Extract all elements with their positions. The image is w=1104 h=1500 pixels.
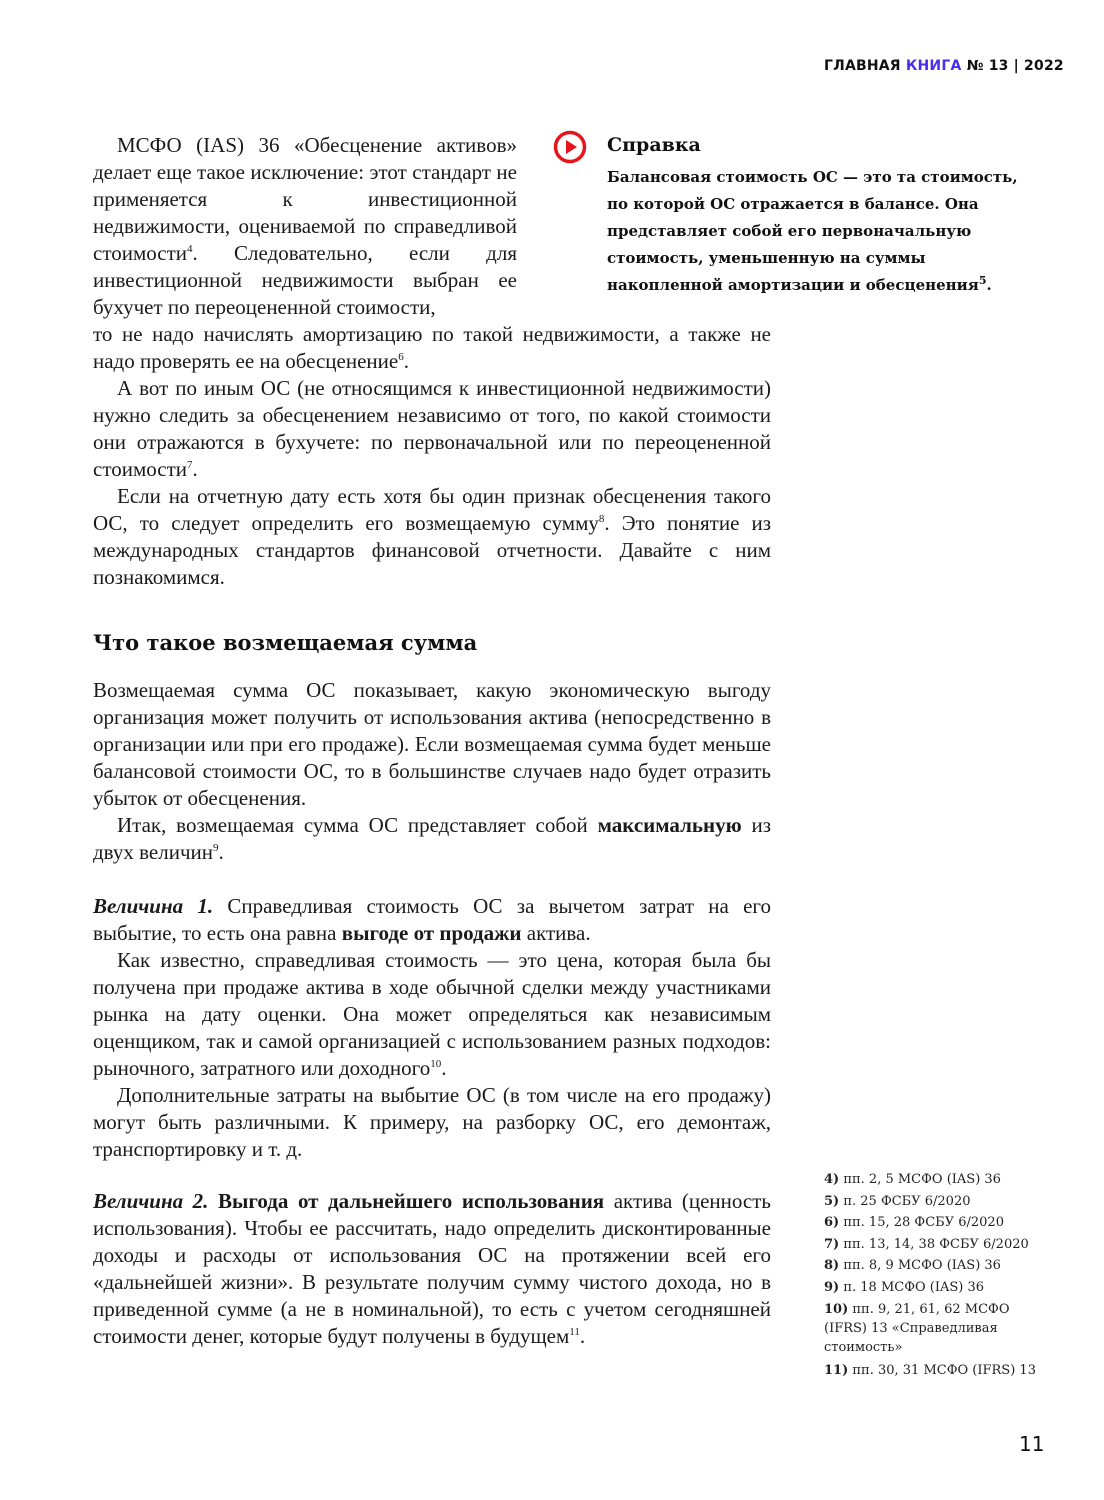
disposal-costs-paragraph: Дополнительные затраты на выбытие ОС (в том числе на его продажу) могут быть различными. К примеру, на разборку ОС, его демонтаж, транспортировку и т. д. — [93, 1083, 771, 1161]
punctuation: . — [192, 457, 198, 481]
page-number: 11 — [1019, 1432, 1045, 1456]
main-text-block-2 — [93, 677, 771, 866]
value-2-paragraph — [93, 1188, 771, 1350]
punctuation: . — [986, 276, 992, 294]
footnote-ref[interactable]: 4 — [187, 243, 193, 255]
footnote-text: пп. 8, 9 МСФО (IAS) 36 — [839, 1258, 1001, 1273]
term-label: Величина 1. — [93, 894, 214, 918]
reference-title: Справка — [607, 134, 701, 156]
footnote-item — [824, 1169, 1044, 1191]
main-text-block-4 — [93, 1188, 771, 1350]
emphasis: Выгода от дальнейшего использования — [208, 1189, 605, 1213]
intro-paragraph-2 — [93, 375, 771, 483]
footnote-text: п. 25 ФСБУ 6/2020 — [839, 1193, 971, 1209]
text: то не надо начислять амортизацию по такой недвижимости, а также не надо проверять ее на обесценение — [93, 322, 771, 373]
punctuation: . — [218, 840, 224, 864]
intro-column — [93, 132, 517, 321]
brand-name-part1: ГЛАВНАЯ — [824, 58, 901, 74]
text: актива (ценность использования). Чтобы ее рассчитать, надо определить дисконтированные доходы и расходы от использования ОС на протяжении всей его «дальнейшей жизни». В результате получим сумму чистого дохода, но в приведенной сумме (а не в номинальной), то есть с учетом сегодняшней стоимости денег, которые будут получены в будущем — [93, 1189, 772, 1348]
emphasis: максимальную — [597, 813, 742, 837]
footnote-number: 5) — [824, 1193, 840, 1209]
text: Если на отчетную дату есть хотя бы один признак обесценения такого ОС, то следует определить его возмещаемую сумму — [93, 484, 771, 535]
text: Итак, возмещаемая сумма ОС представляет собой — [117, 813, 598, 837]
term-label: Величина 2. — [93, 1189, 209, 1213]
footnote-item — [824, 1277, 1044, 1299]
footnote-text: пп. 13, 14, 38 ФСБУ 6/2020 — [839, 1236, 1029, 1252]
intro-text-cont: . Следовательно, если для инвестиционной недвижимости выбран ее бухучет по переоцененной стоимости, — [93, 241, 517, 319]
play-circle-icon — [553, 130, 587, 164]
footnote-text: пп. 30, 31 МСФО (IFRS) 13 — [848, 1363, 1036, 1378]
main-text-block-3 — [93, 893, 771, 1163]
text: Справедливая стоимость ОС за вычетом затрат на его выбытие, то есть она равна — [93, 894, 771, 945]
reference-body — [607, 164, 1027, 299]
footnote-ref[interactable]: 7 — [187, 459, 193, 471]
intro-text: МСФО (IAS) 36 «Обесценение активов» делает еще такое исключение: этот стандарт не применяется к инвестиционной недвижимости, оцениваемой по справедливой стоимости — [93, 133, 517, 265]
footnote-number: 8) — [824, 1258, 840, 1273]
footnote-text: п. 18 МСФО (IAS) 36 — [839, 1279, 985, 1295]
footnote-ref[interactable]: 9 — [213, 842, 219, 854]
footnote-text: пп. 15, 28 ФСБУ 6/2020 — [839, 1215, 1004, 1230]
footnote-ref[interactable]: 5 — [978, 274, 987, 287]
footnote-ref[interactable]: 6 — [398, 351, 404, 363]
footnote-text: пп. 2, 5 МСФО (IAS) 36 — [839, 1172, 1001, 1187]
footnote-item — [824, 1300, 1044, 1357]
brand-name-part2: КНИГА — [905, 58, 962, 74]
footnote-item — [824, 1191, 1044, 1213]
footnote-ref[interactable]: 8 — [598, 513, 605, 525]
punctuation: . — [579, 1324, 586, 1348]
emphasis: выгоде от продажи — [341, 921, 522, 945]
text: Как известно, справедливая стоимость — это цена, которая была бы получена при продаже актива в ходе обычной сделки между участниками рынка на дату оценки. Она может определяться как независимым оценщиком, так и самой организацией с использованием разных подходов: рыночного, затратного или доходного — [93, 948, 771, 1080]
footnote-number: 10) — [824, 1302, 849, 1317]
section-heading: Что такое возмещаемая сумма — [93, 630, 478, 655]
punctuation: . — [403, 349, 409, 373]
text: актива. — [521, 921, 591, 945]
issue-number: № 13 | 2022 — [966, 58, 1064, 74]
intro-paragraph-1 — [93, 132, 517, 321]
text: из двух величин — [93, 813, 771, 864]
footnote-text: пп. 9, 21, 61, 62 МСФО (IFRS) 13 «Справедливая стоимость» — [824, 1302, 1010, 1355]
section-paragraph-1: Возмещаемая сумма ОС показывает, какую экономическую выгоду организация может получить от использования актива (непосредственно в организации или при его продаже). Если возмещаемая сумма будет меньше балансовой стоимости ОС, то в большинстве случаев надо будет отразить убыток от обесценения. — [93, 678, 771, 810]
footnote-item — [824, 1212, 1044, 1234]
magazine-header — [824, 58, 1064, 74]
footnote-number: 11) — [824, 1363, 849, 1378]
text: А вот по иным ОС (не относящимся к инвестиционной недвижимости) нужно следить за обесценением независимо от того, по какой стоимости они отражаются в бухучете: по первоначальной или по переоцененной стоимости — [93, 376, 771, 481]
footnote-number: 9) — [824, 1279, 840, 1295]
intro-paragraph-3 — [93, 483, 771, 591]
main-text-block-1 — [93, 321, 771, 591]
value-1-paragraph — [93, 893, 771, 947]
text: . Это понятие из международных стандартов финансовой отчетности. Давайте с ним познакомимся. — [93, 511, 771, 589]
punctuation: . — [441, 1056, 447, 1080]
footnote-number: 7) — [824, 1236, 840, 1252]
footnotes — [824, 1169, 1044, 1382]
reference-text: Балансовая стоимость ОС — это та стоимость, по которой ОС отражается в балансе. Она представляет собой его первоначальную стоимость, уменьшенную на суммы накопленной амортизации и обесценения — [607, 168, 1018, 294]
footnote-item — [824, 1360, 1044, 1382]
footnote-item — [824, 1255, 1044, 1277]
footnote-item — [824, 1234, 1044, 1256]
fair-value-paragraph — [93, 947, 771, 1082]
section-paragraph-2 — [93, 812, 771, 866]
footnote-ref[interactable]: 10 — [430, 1058, 442, 1070]
footnote-number: 6) — [824, 1215, 840, 1230]
footnote-ref[interactable]: 11 — [569, 1326, 580, 1338]
intro-paragraph-1-tail — [93, 321, 771, 375]
footnote-number: 4) — [824, 1172, 840, 1187]
